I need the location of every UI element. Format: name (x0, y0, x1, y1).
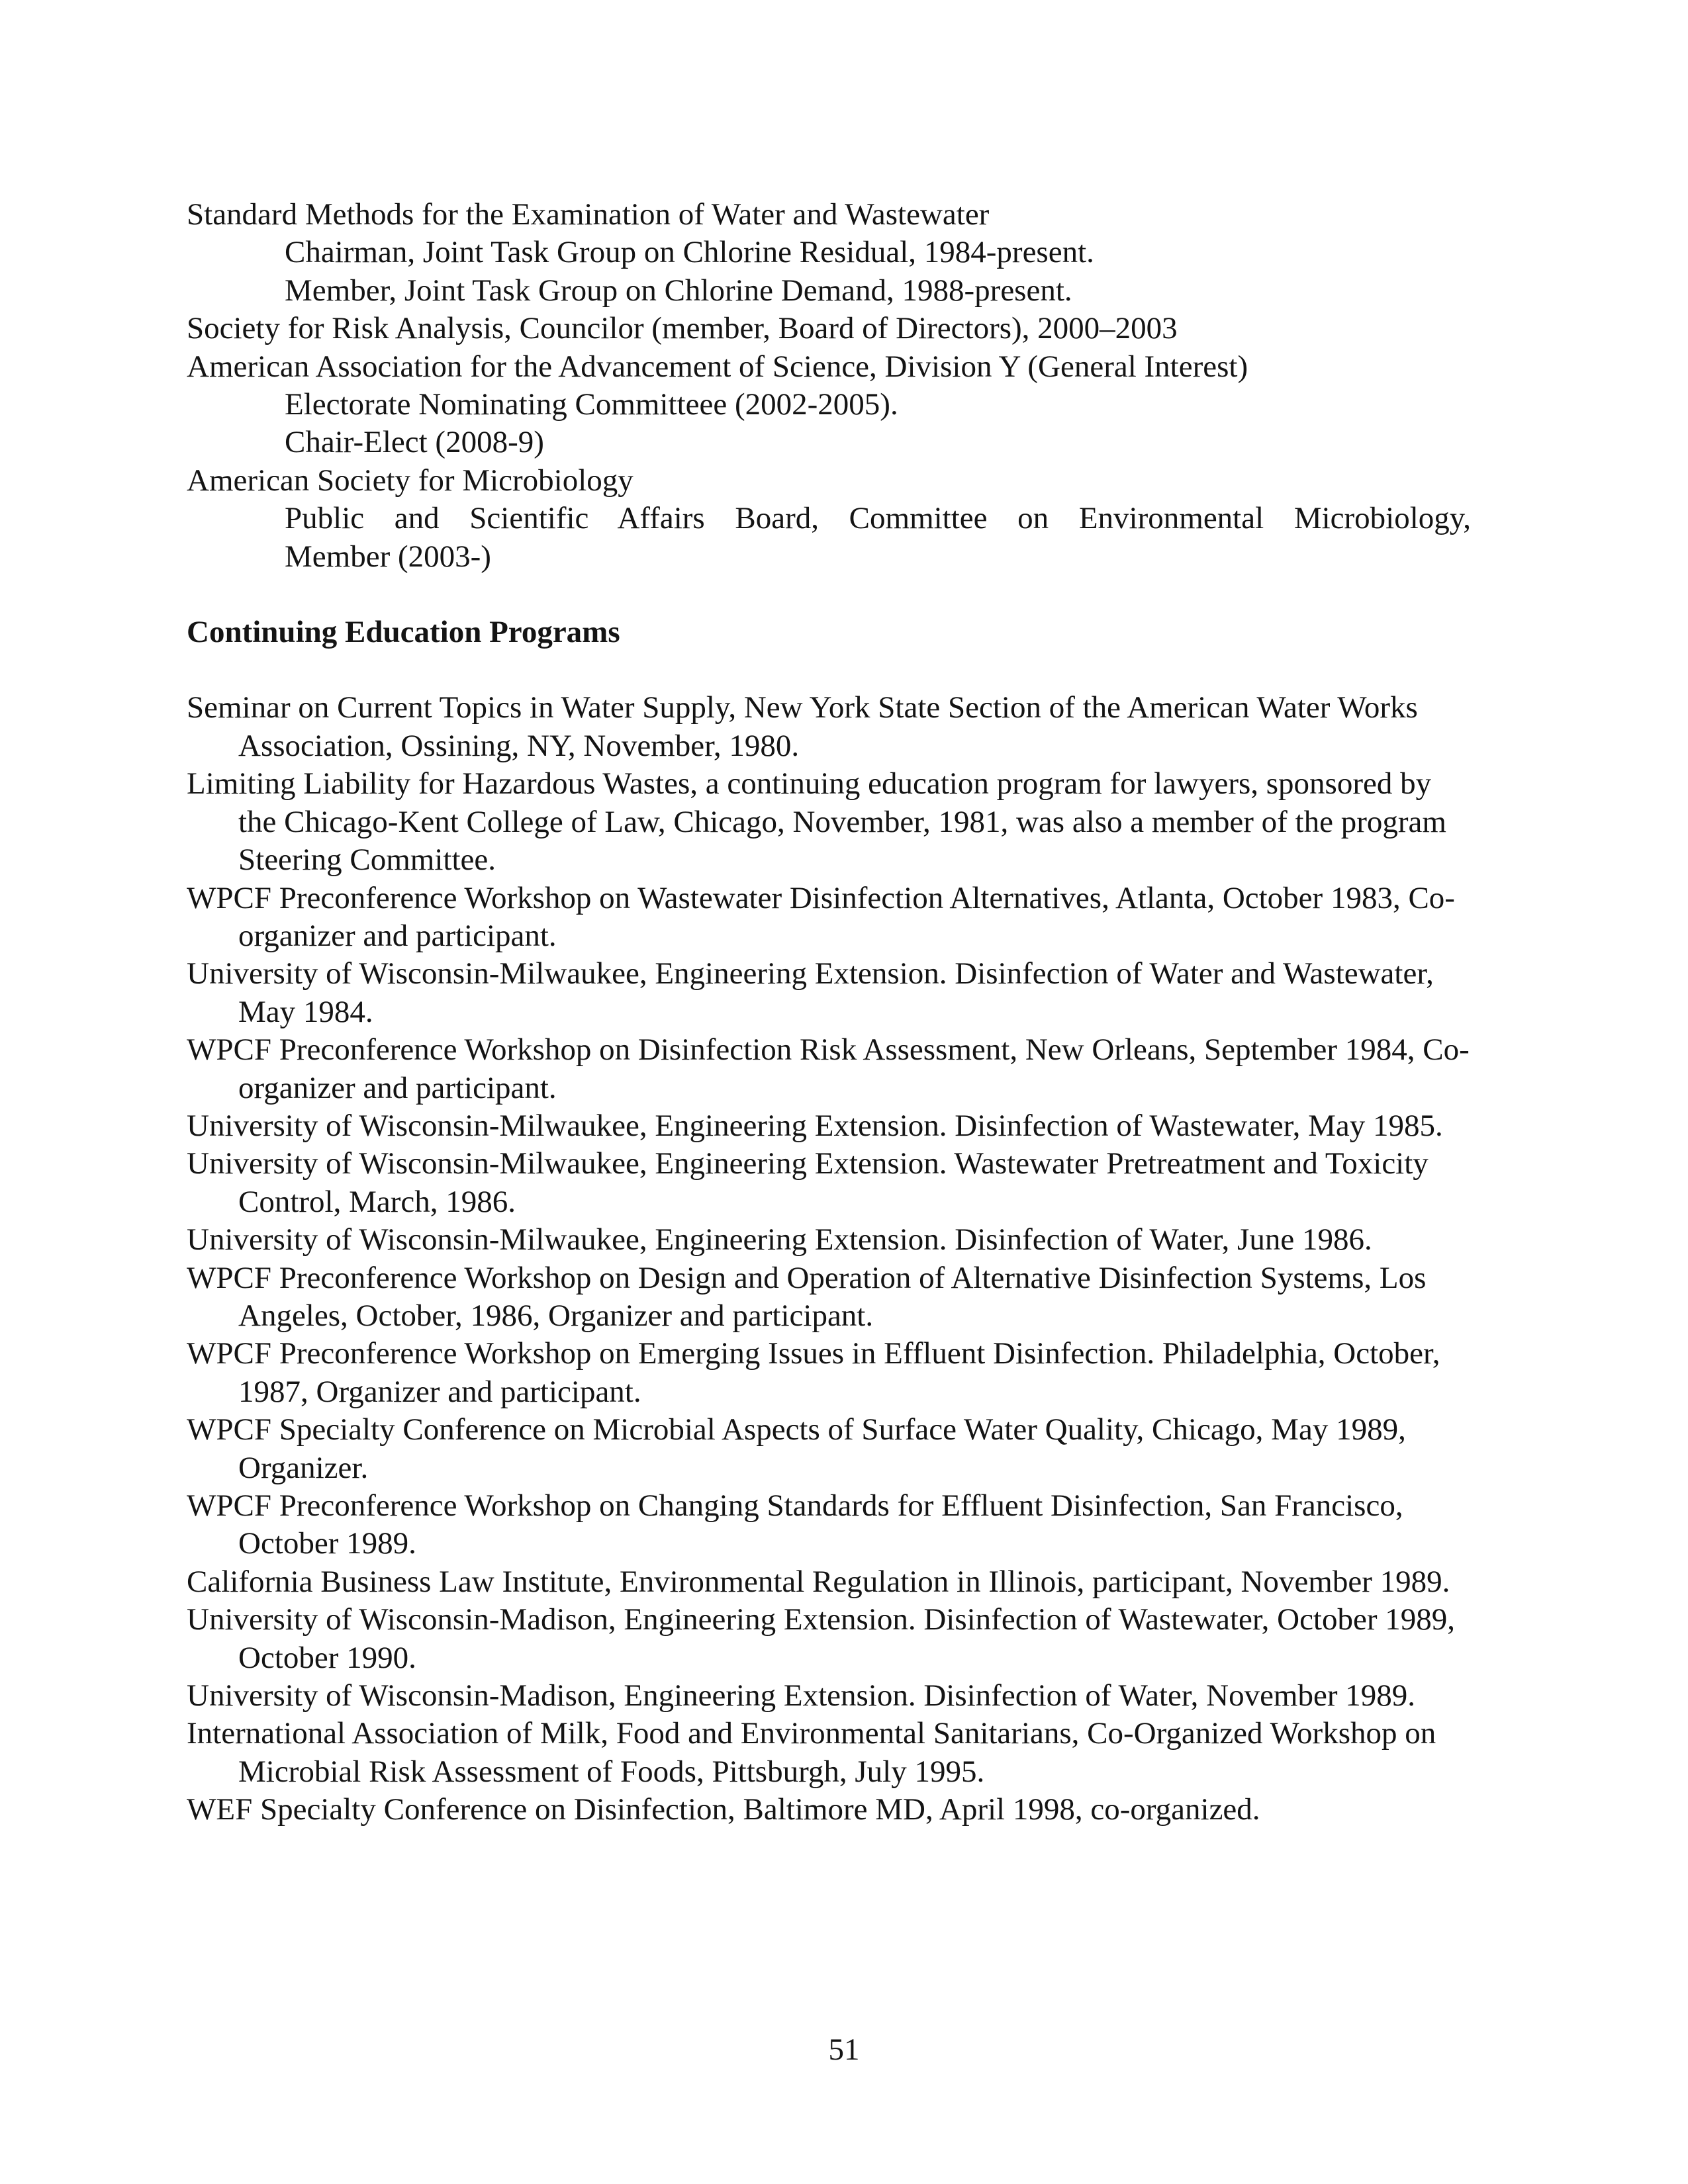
program-entry: WPCF Preconference Workshop on Disinfection Risk Assessment, New Orleans, September 1984, Co- organizer and participant. (187, 1032, 1470, 1105)
program-entry: University of Wisconsin-Madison, Engineering Extension. Disinfection of Water, November 1989. (187, 1678, 1415, 1713)
program-entry: WPCF Preconference Workshop on Wastewater Disinfection Alternatives, Atlanta, October 1983, Co-organizer and participant. (187, 880, 1455, 953)
program-entry: WPCF Specialty Conference on Microbial Aspects of Surface Water Quality, Chicago, May 1989, Organizer. (187, 1412, 1406, 1485)
page-content (187, 196, 1471, 1829)
membership-line: Member (2003-) (285, 539, 491, 574)
program-entry: University of Wisconsin-Madison, Engineering Extension. Disinfection of Wastewater, October 1989, October 1990. (187, 1602, 1456, 1675)
page-number: 51 (828, 2032, 860, 2067)
program-entry: WEF Specialty Conference on Disinfection, Baltimore MD, April 1998, co-organized. (187, 1792, 1260, 1827)
membership-line: Electorate Nominating Committeee (2002-2005). (285, 387, 898, 422)
program-entry: WPCF Preconference Workshop on Design and Operation of Alternative Disinfection Systems, Los Angeles, October, 1986, Organizer and participant. (187, 1260, 1427, 1333)
membership-line: American Society for Microbiology (187, 463, 633, 498)
membership-line: Standard Methods for the Examination of Water and Wastewater (187, 197, 990, 232)
memberships-list (187, 196, 1471, 576)
program-entry: University of Wisconsin-Milwaukee, Engineering Extension. Disinfection of Water, June 1986. (187, 1222, 1372, 1257)
section-heading: Continuing Education Programs (187, 615, 620, 650)
membership-line: Public and Scientific Affairs Board, Committee on Environmental Microbiology, (285, 501, 1471, 536)
membership-line: American Association for the Advancement of Science, Division Y (General Interest) (187, 349, 1248, 384)
membership-line: Chair-Elect (2008-9) (285, 425, 544, 460)
membership-line: Society for Risk Analysis, Councilor (member, Board of Directors), 2000–2003 (187, 311, 1178, 346)
programs-list (187, 689, 1471, 1829)
program-entry: University of Wisconsin-Milwaukee, Engineering Extension. Disinfection of Water and Wastewater, May 1984. (187, 956, 1434, 1029)
program-entry: University of Wisconsin-Milwaukee, Engineering Extension. Wastewater Pretreatment and Toxicity Control, March, 1986. (187, 1146, 1429, 1219)
program-entry: Seminar on Current Topics in Water Supply, New York State Section of the American Water Works Association, Ossining, NY, November, 1980. (187, 690, 1418, 763)
program-entry: International Association of Milk, Food and Environmental Sanitarians, Co-Organized Workshop on Microbial Risk Assessment of Foods, Pittsburgh, July 1995. (187, 1716, 1436, 1789)
program-entry: University of Wisconsin-Milwaukee, Engineering Extension. Disinfection of Wastewater, May 1985. (187, 1108, 1443, 1143)
membership-line: Chairman, Joint Task Group on Chlorine Residual, 1984-present. (285, 235, 1094, 270)
program-entry: WPCF Preconference Workshop on Changing Standards for Effluent Disinfection, San Francisco, October 1989. (187, 1488, 1403, 1561)
program-entry: California Business Law Institute, Environmental Regulation in Illinois, participant, November 1989. (187, 1564, 1450, 1599)
membership-line: Member, Joint Task Group on Chlorine Demand, 1988-present. (285, 273, 1072, 308)
program-entry: WPCF Preconference Workshop on Emerging Issues in Effluent Disinfection. Philadelphia, October, 1987, Organizer and participant. (187, 1336, 1440, 1409)
program-entry: Limiting Liability for Hazardous Wastes, a continuing education program for lawyers, sponsored by the Chicago-Kent College of Law, Chicago, November, 1981, was also a member of the program Steering Committee. (187, 766, 1446, 878)
